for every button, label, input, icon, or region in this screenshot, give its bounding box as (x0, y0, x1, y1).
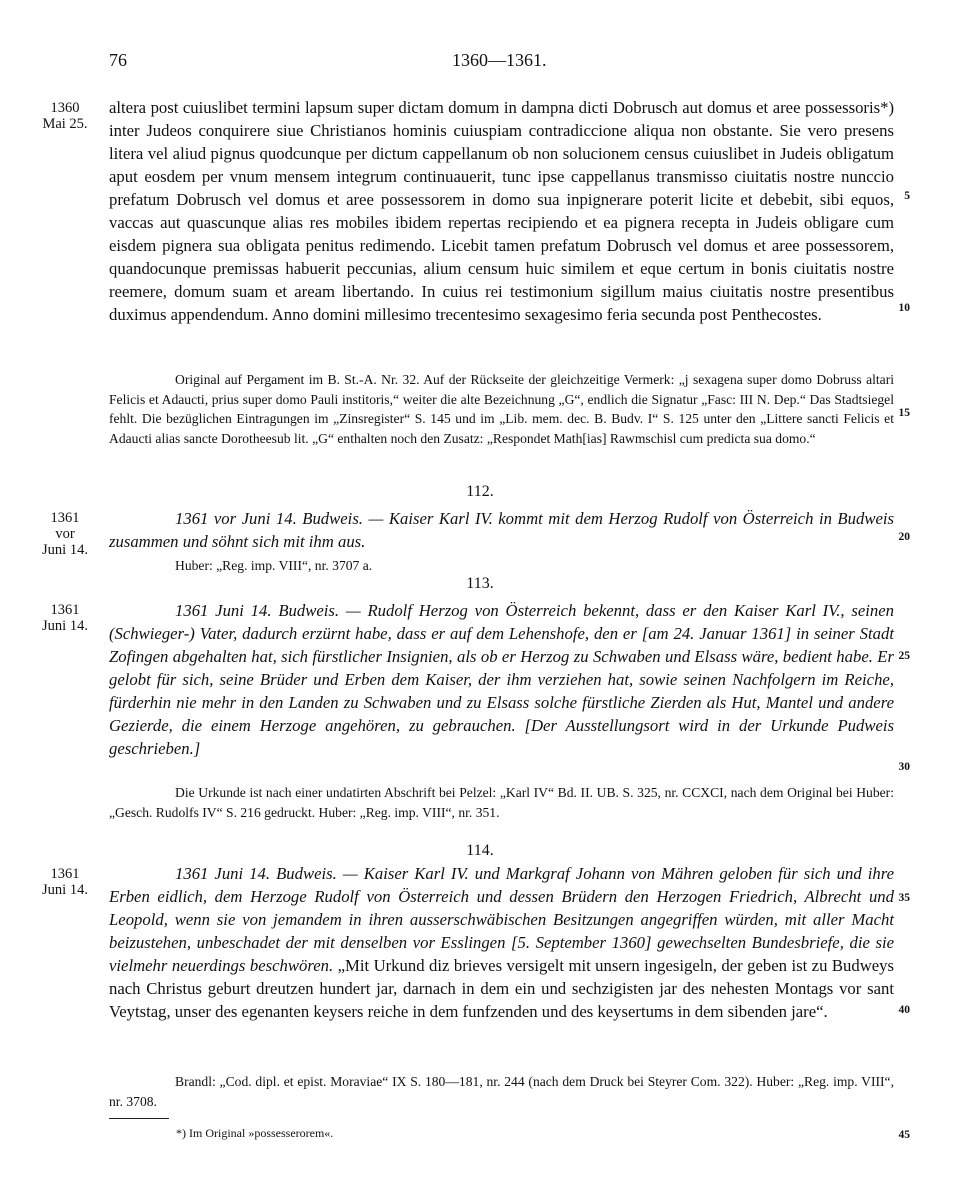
margin-day: Mai 25. (42, 116, 88, 132)
line-number: 40 (898, 1004, 910, 1016)
line-number: 15 (898, 407, 910, 419)
doc-114-regest: 1361 Juni 14. Budweis. — Kaiser Karl IV. und Markgraf Johann von Mähren geloben für sich und ihre Erben eidlich, dem Herzoge Rudolf von Österreich und dessen Brüdern den Herzogen Friedrich, Albrecht und Leopold, wenn sie von jemandem in ihren ausserschwäbischen Besitzungen angegriffen würden, mit aller Macht beizustehen, unbeschadet der mit denselben vor Esslingen [5. September 1360] gewechselten Bundesbriefe, die sie vielmehr neuerdings beschwören. (109, 864, 894, 975)
margin-day: Juni 14. (42, 542, 88, 558)
margin-date-113 (34, 602, 96, 634)
doc-114-quote: „Mit Urkund diz brieves versigelt mit unsern ingesigeln, der geben ist zu Budweys nach Christus geburt dreutzen hundert jar, darnach in dem ein und sechzigisten jar des nehesten Montags vor sant Veytstag, unser des egenanten keysers reiche in dem funfzenden und des keysertums in dem sibenden jare“. (109, 956, 895, 1021)
margin-year: 1361 (50, 602, 80, 618)
footnote: *) Im Original »possesserorem«. (176, 1126, 334, 1140)
line-number: 5 (904, 190, 910, 202)
doc-114-note: Brandl: „Cod. dipl. et epist. Moraviae“ IX S. 180—181, nr. 244 (nach dem Druck bei Steyrer Com. 322). Huber: „Reg. imp. VIII“, nr. 3708. (109, 1074, 894, 1109)
margin-year: 1361 (50, 510, 80, 526)
margin-date-112 (34, 510, 96, 558)
margin-date-111 (34, 100, 96, 132)
doc-113-note: Die Urkunde ist nach einer undatirten Abschrift bei Pelzel: „Karl IV“ Bd. II. UB. S. 325, nr. CCXCI, nach dem Original bei Huber: „Gesch. Rudolfs IV“ S. 216 gedruckt. Huber: „Reg. imp. VIII“, nr. 351. (109, 785, 894, 820)
running-head: 1360—1361. (452, 50, 547, 70)
margin-year: 1361 (50, 866, 80, 882)
line-number: 25 (898, 650, 910, 662)
footnote-rule (109, 1118, 169, 1119)
doc-112-note: Huber: „Reg. imp. VIII“, nr. 3707 a. (175, 558, 373, 573)
page-number: 76 (109, 50, 127, 70)
margin-day: Juni 14. (42, 882, 88, 898)
doc-112-number: 112. (466, 483, 494, 500)
margin-date-114 (34, 866, 96, 898)
margin-day: Juni 14. (42, 618, 88, 634)
line-number: 30 (898, 761, 910, 773)
line-number: 35 (898, 892, 910, 904)
line-number: 45 (898, 1129, 910, 1141)
doc-114-body (109, 862, 894, 1023)
margin-year: 1360 (50, 100, 80, 116)
doc-111-note: Original auf Pergament im B. St.-A. Nr. 32. Auf der Rückseite der gleichzeitige Vermerk: „j sexagena super domo Dobruss altari Felicis et Adaucti, prius super domo Pauli institoris,“ weiter die alte Bezeichnung „G“, endlich die Signatur „Fasc: III N. Dep.“ Das Stadtsiegel fehlt. Die bezüglichen Eintragungen im „Zinsregister“ S. 145 und im „Lib. mem. dec. B. Budv. I“ S. 125 unter den „Littere sancti Felicis et Adaucti alias sancte Dorotheesub lit. „G“ enthalten noch den Zusatz: „Respondet Math[ias] Rawmschisl cum predicta sua domo.“ (109, 372, 894, 446)
doc-111-text: altera post cuiuslibet termini lapsum super dictam domum in dampna dicti Dobrusch aut domus et aree possessoris*) inter Judeos conquirere siue Christianos hominis cuiuspiam contradiccione aliqua non obstante. Sie vero presens litera vel aliud pignus quodcunque per dictum cappellanum ob non solucionem census cuiuslibet in Judeis obligatum aput eosdem per vnum mensem integrum continuauerit, tunc ipse cappellanus transmisso ciuitatis nostre nunccio prefatum Dobrusch vel domus et aree possessorem in domo sua inpignerare poterit licite et debebit, sibi equos, vaccas aut quascunque alias res mobiles ibidem repertas recipiendo et ea pignera recepta in Judeis obligare cum eisdem pignera sua obligata penitus redimendo. Licebit tamen prefatum Dobrusch vel domus et aree possessorem, quandocunque premissas habuerit peccunias, alium censum huic similem et eque certum in bonis ciuitatis nostre reemere, domum suam et aream libertando. In cuius rei testimonium sigillum maius ciuitatis nostre presentibus duximus appendendum. Anno domini millesimo trecentesimo sexagesimo feria secunda post Penthecostes. (109, 98, 894, 324)
doc-113-number: 113. (466, 575, 494, 592)
doc-114-number: 114. (466, 842, 494, 859)
line-number: 20 (898, 531, 910, 543)
line-number: 10 (898, 302, 910, 314)
doc-113-regest: 1361 Juni 14. Budweis. — Rudolf Herzog von Österreich bekennt, dass er den Kaiser Karl IV., seinen (Schwieger-) Vater, dadurch erzürnt habe, dass er auf dem Lehenshofe, den er [am 24. Januar 1361] in seiner Stadt Zofingen abgehalten hat, sich fürstlicher Insignien, als ob er Herzog zu Schwaben und Elsass wäre, bedient habe. Er gelobt für sich, seine Brüder und Erben dem Kaiser, der ihm verziehen hat, sowie seinen Nachfolgern im Reiche, fürderhin nie mehr in den Landen zu Schwaben und zu Elsass solche fürstliche Zierden als Hut, Mantel und andere Gezierde, die einem Herzoge angehören, zu gebrauchen. [Der Ausstellungsort wird in der Urkunde Pudweis geschrieben.] (109, 601, 894, 758)
doc-112-regest: 1361 vor Juni 14. Budweis. — Kaiser Karl IV. kommt mit dem Herzog Rudolf von Österreich in Budweis zusammen und söhnt sich mit ihm aus. (109, 509, 894, 551)
margin-mid: vor (55, 526, 75, 542)
